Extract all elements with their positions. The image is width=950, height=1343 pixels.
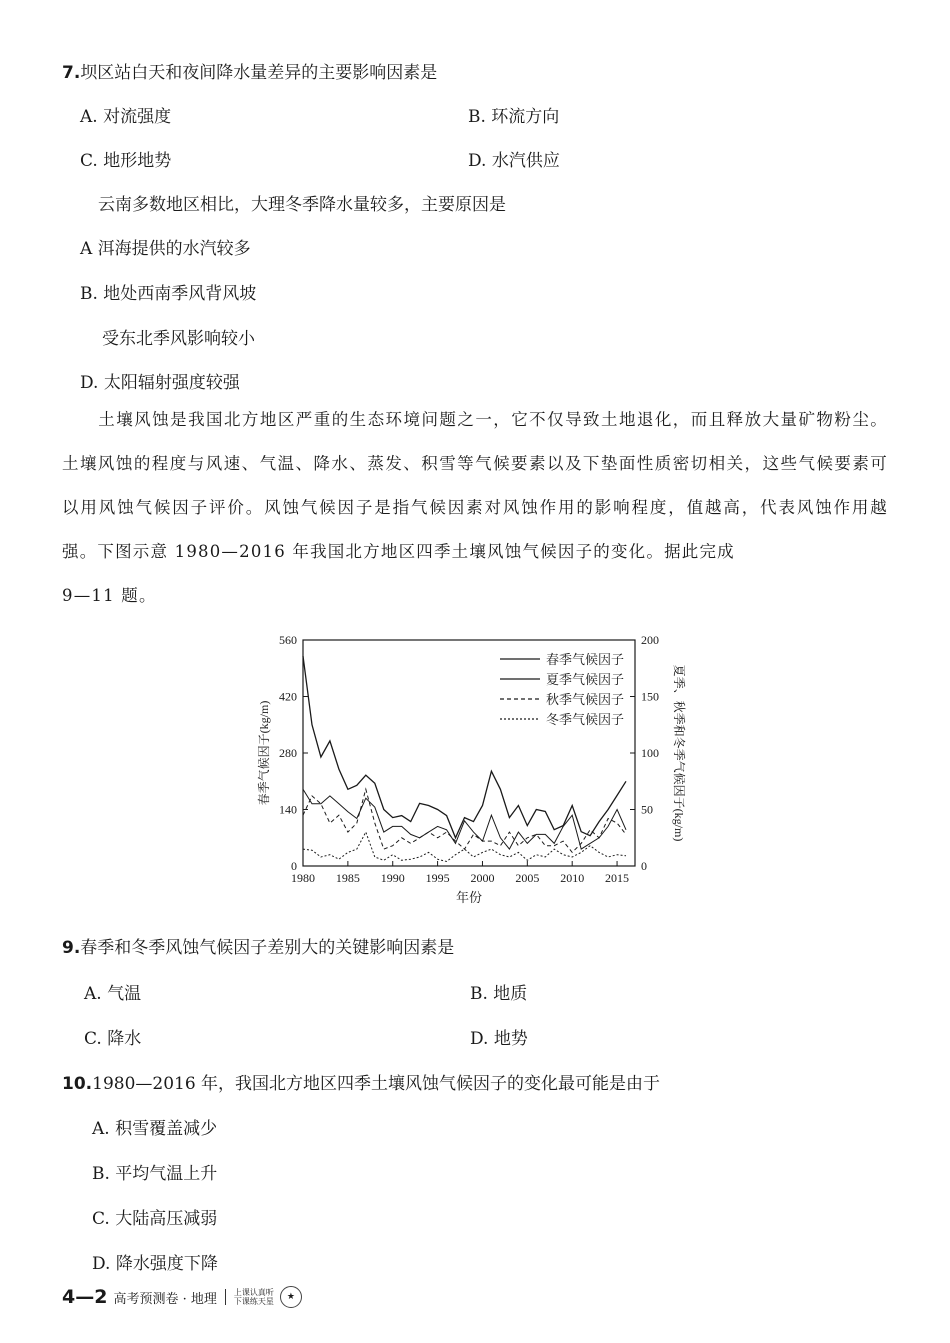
- q9-option-b: B. 地质: [470, 984, 528, 1004]
- q10-option-c: C. 大陆高压减弱: [92, 1209, 218, 1229]
- footer-title: 高考预测卷 · 地理: [113, 1291, 217, 1307]
- x-tick-label: 2000: [470, 871, 495, 885]
- left-tick-label: 420: [279, 689, 297, 704]
- q7-stem: 7.坝区站白天和夜间降水量差异的主要影响因素是: [62, 63, 438, 83]
- q8-option-d: D. 太阳辐射强度较强: [80, 373, 240, 393]
- legend-label: 秋季气候因子: [546, 692, 625, 707]
- chart-ylabel-left: 春季气候因子(kg/m): [257, 700, 271, 806]
- q7-option-a: A. 对流强度: [80, 107, 172, 127]
- legend-label: 夏季气候因子: [546, 672, 625, 687]
- q10-option-b: B. 平均气温上升: [92, 1164, 218, 1184]
- passage: [62, 398, 888, 618]
- q9-option-c: C. 降水: [84, 1029, 142, 1049]
- x-tick-label: 1990: [380, 871, 405, 885]
- x-tick-label: 2015: [605, 871, 630, 885]
- q8-stem: 云南多数地区相比，大理冬季降水量较多，主要原因是: [98, 195, 506, 215]
- x-tick-label: 2010: [560, 871, 585, 885]
- q9-option-a: A. 气温: [84, 984, 142, 1004]
- left-tick-label: 140: [279, 802, 297, 817]
- q7-option-b: B. 环流方向: [468, 107, 560, 127]
- q10-stem: 10.1980—2016 年，我国北方地区四季土壤风蚀气候因子的变化最可能是由于: [62, 1074, 661, 1094]
- erosion-factor-chart: [250, 628, 690, 918]
- chart-ylabel-right: 夏季、秋季和冬季气候因子(kg/m): [672, 664, 686, 842]
- q10-option-d: D. 降水强度下降: [92, 1254, 218, 1274]
- q8-option-b: B. 地处西南季风背风坡: [80, 284, 257, 304]
- right-tick-label: 150: [641, 689, 659, 704]
- right-tick-label: 100: [641, 746, 659, 760]
- footer-divider: [225, 1289, 226, 1305]
- page-code: 4—2: [62, 1286, 108, 1308]
- mascot-icon: ★: [280, 1286, 302, 1308]
- left-tick-label: 280: [279, 746, 297, 760]
- q10-option-a: A. 积雪覆盖减少: [92, 1119, 218, 1139]
- q9-option-d: D. 地势: [470, 1029, 528, 1049]
- left-tick-label: 560: [279, 633, 297, 647]
- chart-xlabel: 年份: [455, 890, 483, 905]
- q7-option-c: C. 地形地势: [80, 151, 172, 171]
- legend-label: 春季气候因子: [546, 652, 625, 667]
- right-tick-label: 200: [641, 633, 659, 647]
- x-tick-label: 1985: [335, 871, 360, 885]
- right-tick-label: 0: [641, 859, 647, 873]
- x-tick-label: 1980: [291, 871, 315, 885]
- page-footer: [62, 1286, 302, 1308]
- right-tick-label: 50: [641, 802, 653, 817]
- q9-stem: 9.春季和冬季风蚀气候因子差别大的关键影响因素是: [62, 938, 455, 958]
- left-tick-label: 0: [291, 859, 297, 873]
- q8-option-c: 受东北季风影响较小: [102, 329, 255, 349]
- q7-option-d: D. 水汽供应: [468, 151, 560, 171]
- passage-paragraph: 土壤风蚀是我国北方地区严重的生态环境问题之一，它不仅导致土地退化，而且释放大量矿物粉尘。土壤风蚀的程度与风速、气温、降水、蒸发、积雪等气候要素以及下垫面性质密切相关，这些气候要素可以用风蚀气候因子评价。风蚀气候因子是指气候因素对风蚀作用的影响程度，值越高，代表风蚀作用越强。下图示意 1980—2016 年我国北方地区四季土壤风蚀气候因子的变化。据此完成: [62, 410, 888, 561]
- x-tick-label: 2005: [515, 871, 540, 885]
- x-tick-label: 1995: [425, 871, 450, 885]
- legend-label: 冬季气候因子: [546, 712, 625, 727]
- passage-tail: 9—11 题。: [62, 586, 157, 605]
- q8-option-a: A 洱海提供的水汽较多: [80, 239, 251, 259]
- footer-slogan: 上课认真听 下课练天星: [233, 1288, 274, 1306]
